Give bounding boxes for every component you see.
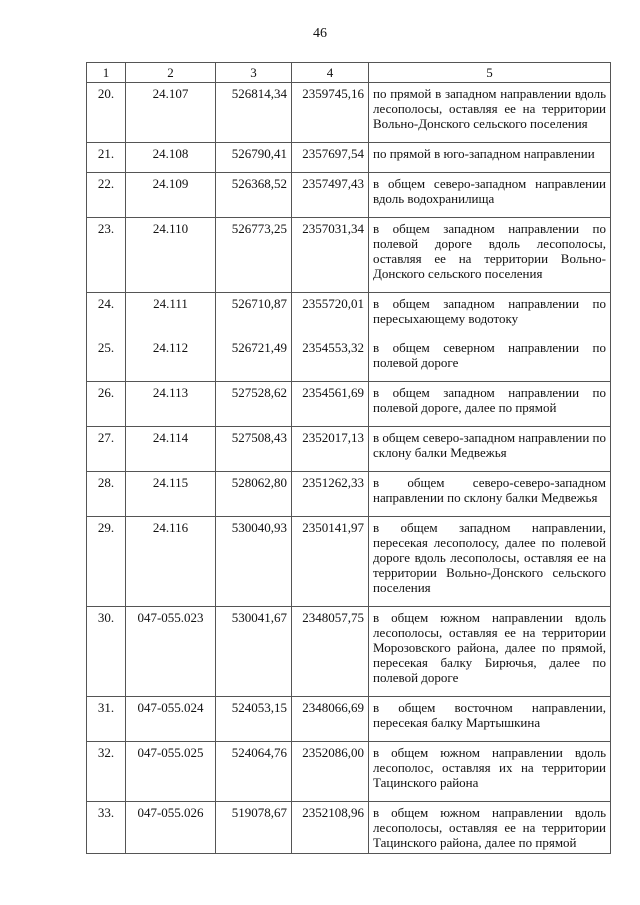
boundary-description: по прямой в юго-западном направлении — [369, 143, 611, 173]
point-code: 24.107 — [126, 83, 216, 143]
boundary-description: в общем западном направлении по полевой дороге вдоль лесополосы, оставляя ее на территории Вольно-Донского сельского поселения — [369, 218, 611, 293]
boundary-description: в общем западном направлении по пересыхающему водотоку — [369, 293, 611, 338]
coordinate-y: 2354561,69 — [292, 382, 369, 427]
coordinate-y: 2348057,75 — [292, 607, 369, 697]
point-code: 24.109 — [126, 173, 216, 218]
boundary-description: в общем южном направлении вдоль лесополосы, оставляя ее на территории Тацинского района, далее по прямой — [369, 802, 611, 854]
coordinate-y: 2359745,16 — [292, 83, 369, 143]
boundary-description: в общем западном направлении, пересекая лесополосу, далее по полевой дороге вдоль лесополосы, оставляя ее на территории Вольно-Донского сельского поселения — [369, 517, 611, 607]
row-number: 25. — [87, 337, 126, 382]
row-number: 20. — [87, 83, 126, 143]
coordinate-x: 526773,25 — [216, 218, 292, 293]
coordinate-x: 527508,43 — [216, 427, 292, 472]
row-number: 23. — [87, 218, 126, 293]
coordinate-x: 526790,41 — [216, 143, 292, 173]
coordinate-x: 524053,15 — [216, 697, 292, 742]
coordinate-x: 530041,67 — [216, 607, 292, 697]
coordinate-y: 2352017,13 — [292, 427, 369, 472]
row-number: 21. — [87, 143, 126, 173]
coordinate-x: 519078,67 — [216, 802, 292, 854]
table-row — [87, 697, 611, 742]
table-row — [87, 472, 611, 517]
column-header-2: 2 — [126, 63, 216, 83]
boundary-description-table — [86, 62, 611, 854]
coordinate-y: 2348066,69 — [292, 697, 369, 742]
point-code: 047-055.024 — [126, 697, 216, 742]
boundary-description: в общем северном направлении по полевой дороге — [369, 337, 611, 382]
coordinate-x: 524064,76 — [216, 742, 292, 802]
coordinate-x: 526721,49 — [216, 337, 292, 382]
table-row — [87, 83, 611, 143]
table-row — [87, 607, 611, 697]
table-row — [87, 173, 611, 218]
column-header-1: 1 — [87, 63, 126, 83]
point-code: 24.115 — [126, 472, 216, 517]
point-code: 047-055.023 — [126, 607, 216, 697]
point-code: 24.112 — [126, 337, 216, 382]
point-code: 047-055.025 — [126, 742, 216, 802]
coordinate-x: 530040,93 — [216, 517, 292, 607]
point-code: 24.113 — [126, 382, 216, 427]
boundary-description: в общем северо-северо-западном направлении по склону балки Медвежья — [369, 472, 611, 517]
row-number: 32. — [87, 742, 126, 802]
coordinate-x: 528062,80 — [216, 472, 292, 517]
coordinate-y: 2350141,97 — [292, 517, 369, 607]
column-header-4: 4 — [292, 63, 369, 83]
column-header-5: 5 — [369, 63, 611, 83]
row-number: 30. — [87, 607, 126, 697]
coordinate-y: 2354553,32 — [292, 337, 369, 382]
table-row — [87, 517, 611, 607]
coordinate-y: 2357697,54 — [292, 143, 369, 173]
row-number: 26. — [87, 382, 126, 427]
table-row — [87, 802, 611, 854]
row-number: 29. — [87, 517, 126, 607]
coordinate-y: 2352086,00 — [292, 742, 369, 802]
table-row — [87, 427, 611, 472]
table-row — [87, 742, 611, 802]
point-code: 24.111 — [126, 293, 216, 338]
table-row — [87, 382, 611, 427]
boundary-description: в общем северо-западном направлении по склону балки Медвежья — [369, 427, 611, 472]
row-number: 27. — [87, 427, 126, 472]
coordinate-x: 526814,34 — [216, 83, 292, 143]
boundary-description: в общем южном направлении вдоль лесополосы, оставляя ее на территории Морозовского района, далее по прямой, пересекая балку Бирючья, далее по полевой дороге — [369, 607, 611, 697]
boundary-description: по прямой в западном направлении вдоль лесополосы, оставляя ее на территории Вольно-Донского сельского поселения — [369, 83, 611, 143]
point-code: 24.116 — [126, 517, 216, 607]
row-number: 24. — [87, 293, 126, 338]
page-number: 46 — [313, 26, 327, 41]
column-header-3: 3 — [216, 63, 292, 83]
row-number: 31. — [87, 697, 126, 742]
coordinate-x: 526710,87 — [216, 293, 292, 338]
coordinate-x: 527528,62 — [216, 382, 292, 427]
point-code: 24.110 — [126, 218, 216, 293]
table-row — [87, 337, 611, 382]
table-row — [87, 218, 611, 293]
point-code: 047-055.026 — [126, 802, 216, 854]
coordinate-y: 2355720,01 — [292, 293, 369, 338]
row-number: 28. — [87, 472, 126, 517]
coordinate-y: 2357031,34 — [292, 218, 369, 293]
coordinate-x: 526368,52 — [216, 173, 292, 218]
boundary-description: в общем южном направлении вдоль лесополос, оставляя их на территории Тацинского района — [369, 742, 611, 802]
row-number: 33. — [87, 802, 126, 854]
boundary-description: в общем западном направлении по полевой дороге, далее по прямой — [369, 382, 611, 427]
table-row — [87, 143, 611, 173]
table-row — [87, 293, 611, 338]
boundary-description: в общем северо-западном направлении вдоль водохранилища — [369, 173, 611, 218]
row-number: 22. — [87, 173, 126, 218]
point-code: 24.114 — [126, 427, 216, 472]
coordinate-y: 2352108,96 — [292, 802, 369, 854]
coordinate-y: 2357497,43 — [292, 173, 369, 218]
coordinate-y: 2351262,33 — [292, 472, 369, 517]
table-header-row — [87, 63, 611, 83]
boundary-description: в общем восточном направлении, пересекая балку Мартышкина — [369, 697, 611, 742]
point-code: 24.108 — [126, 143, 216, 173]
